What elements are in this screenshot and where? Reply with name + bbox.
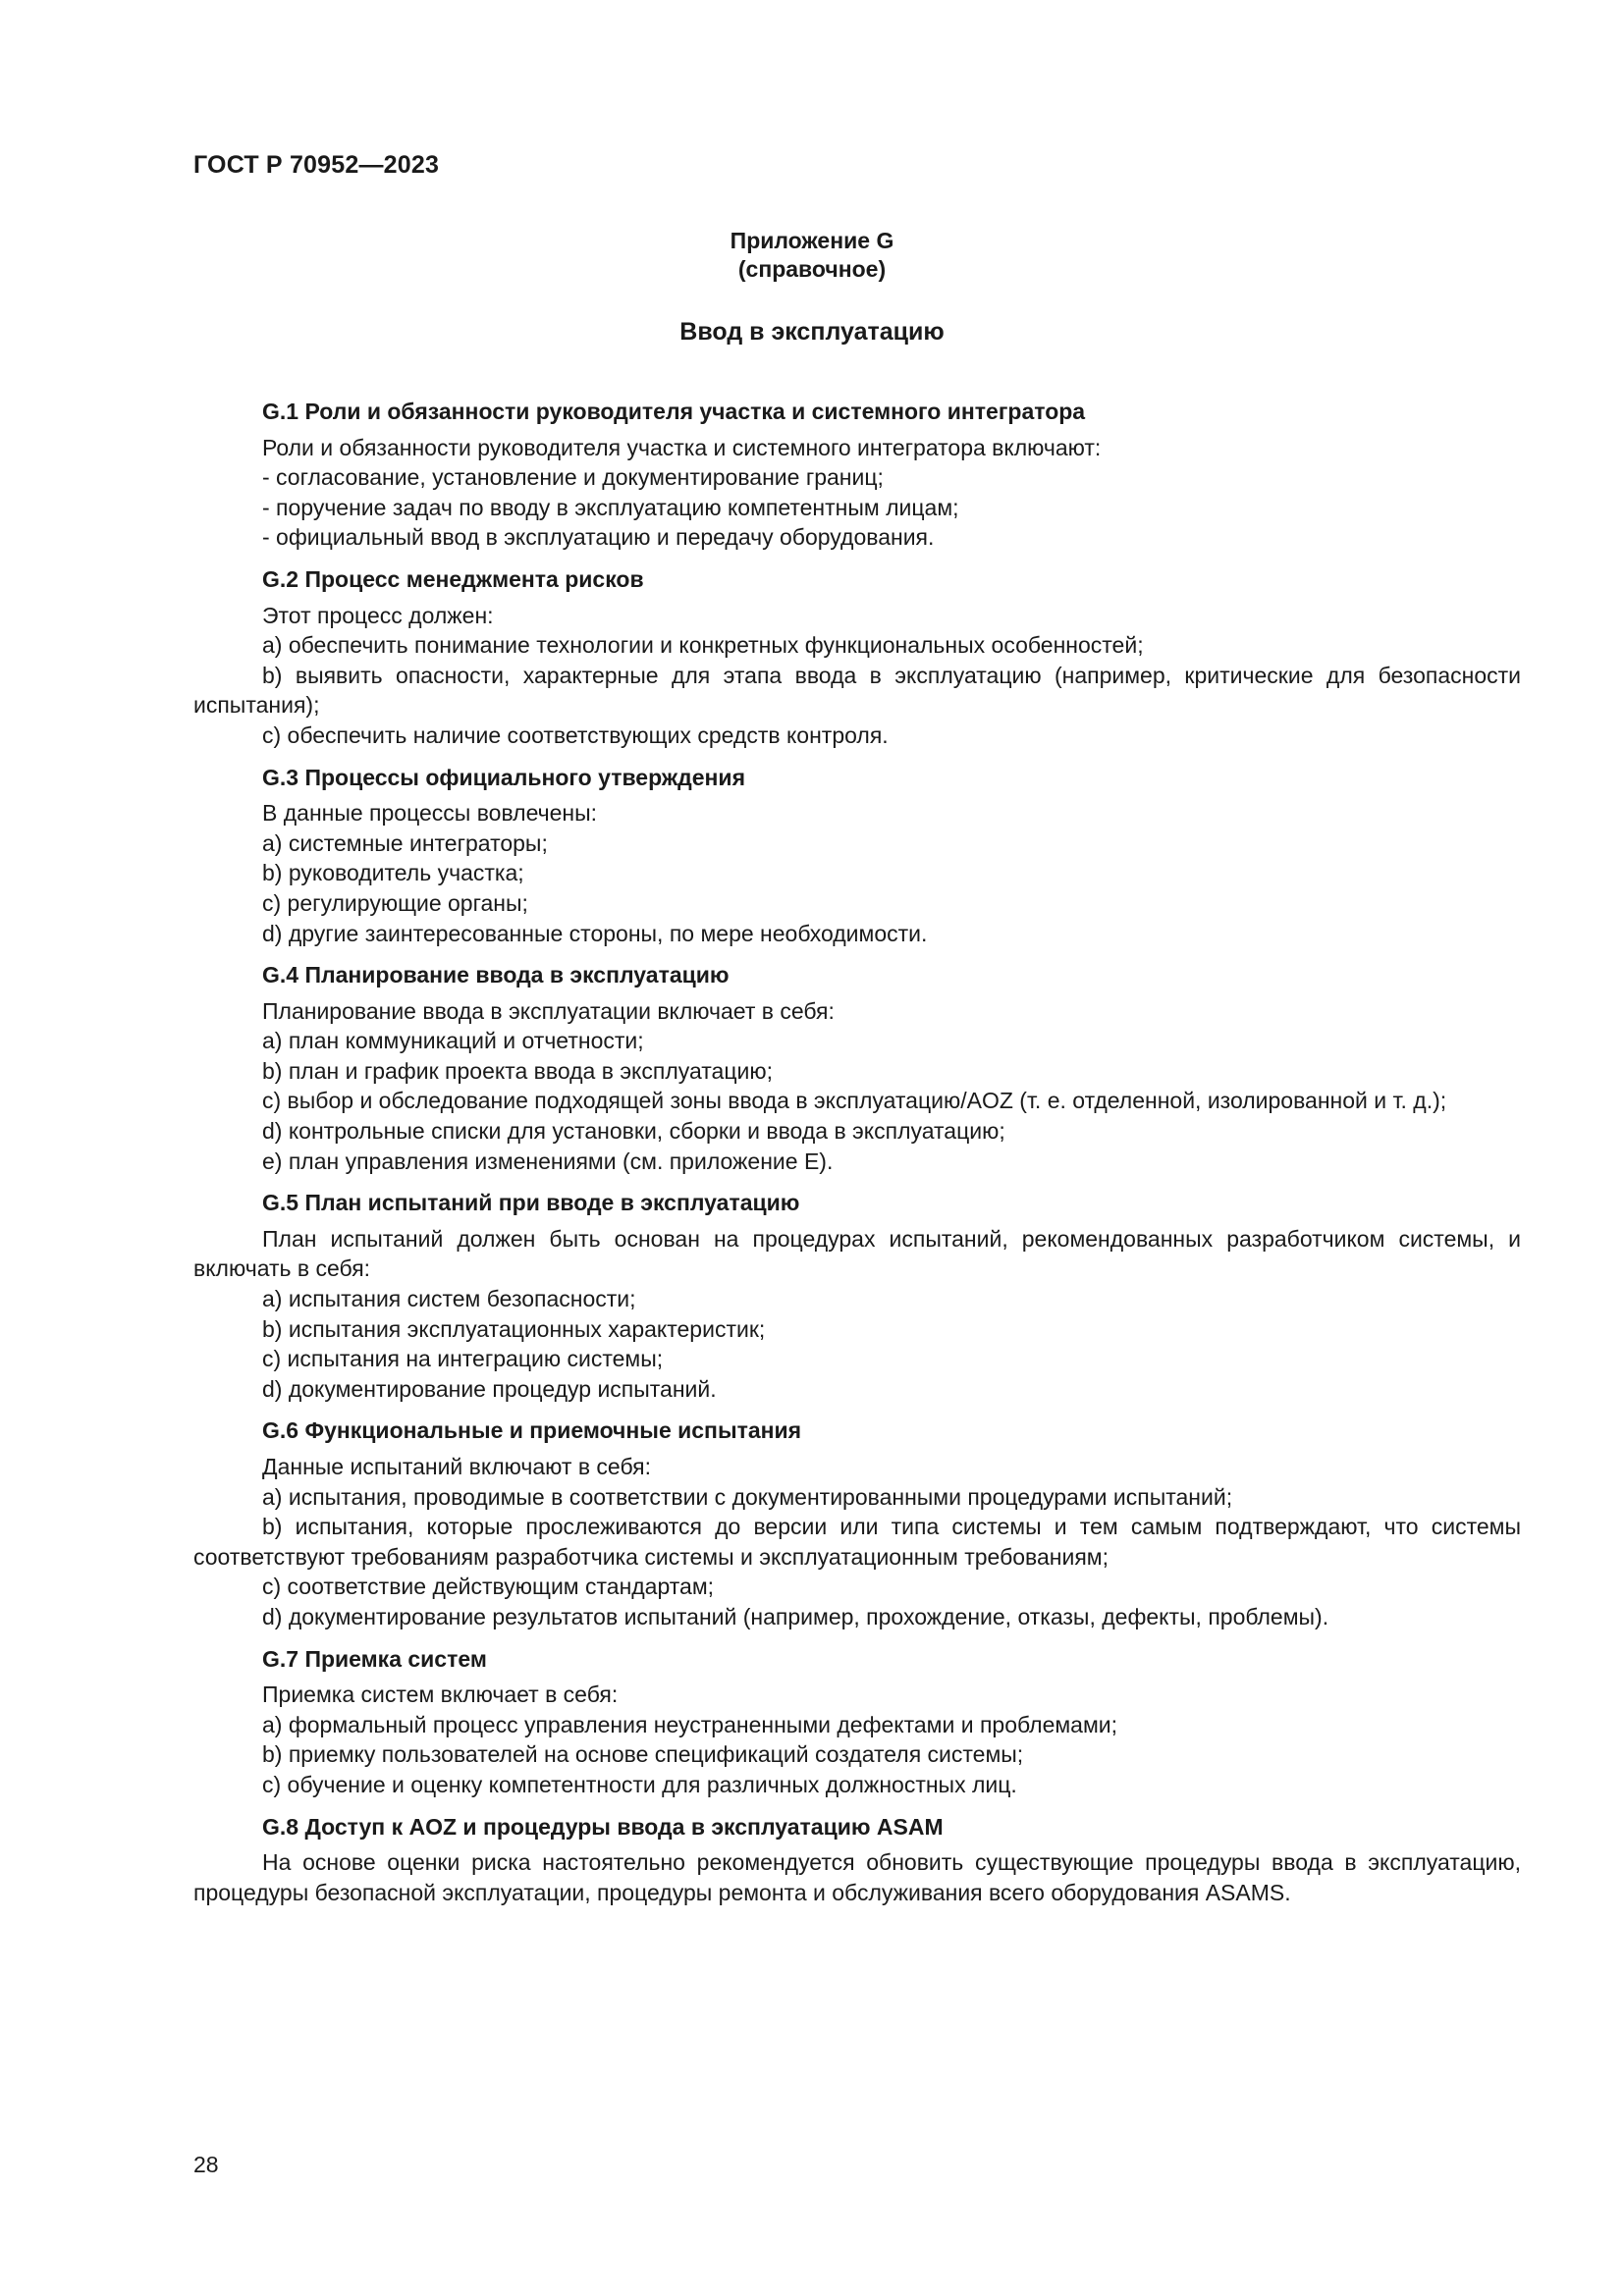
paragraph: Роли и обязанности руководителя участка и системного интегратора включают: <box>262 434 1102 460</box>
paragraph: b) испытания, которые прослеживаются до версии или типа системы и тем самым подтверждают, что системы соответствуют требованиям разработчика системы и эксплуатационным требованиям; <box>193 1514 1521 1570</box>
section-title-g1: G.1 Роли и обязанности руководителя участка и системного интегратора <box>262 399 1086 424</box>
paragraph: - согласование, установление и документирование границ; <box>262 464 884 491</box>
paragraph: e) план управления изменениями (см. приложение Е). <box>262 1148 834 1174</box>
section-title-g4: G.4 Планирование ввода в эксплуатацию <box>262 962 730 988</box>
section-title-g6: G.6 Функциональные и приемочные испытания <box>262 1417 802 1444</box>
paragraph: b) испытания эксплуатационных характеристик; <box>262 1315 766 1342</box>
page-number: 28 <box>193 2152 219 2177</box>
paragraph: d) контрольные списки для установки, сборки и ввода в эксплуатацию; <box>262 1118 1005 1145</box>
paragraph: b) выявить опасности, характерные для этапа ввода в эксплуатацию (например, критические для безопасности испытания); <box>193 662 1521 719</box>
paragraph: - поручение задач по вводу в эксплуатацию компетентным лицам; <box>262 494 959 520</box>
paragraph: Этот процесс должен: <box>262 602 494 628</box>
section-title-g7: G.7 Приемка систем <box>262 1645 487 1672</box>
paragraph: c) испытания на интеграцию системы; <box>262 1346 664 1372</box>
annex-title: Приложение G <box>730 228 894 253</box>
paragraph: b) руководитель участка; <box>262 860 524 886</box>
annex-status: (справочное) <box>737 256 887 282</box>
document-body <box>193 397 1521 1907</box>
section-title-g2: G.2 Процесс менеджмента рисков <box>262 565 644 592</box>
paragraph: b) план и график проекта ввода в эксплуатацию; <box>262 1057 774 1084</box>
paragraph: a) испытания систем безопасности; <box>262 1286 636 1312</box>
paragraph: Приемка систем включает в себя: <box>262 1682 619 1708</box>
paragraph: c) соответствие действующим стандартам; <box>262 1574 715 1600</box>
paragraph: a) план коммуникаций и отчетности; <box>262 1028 644 1054</box>
document-code: ГОСТ Р 70952—2023 <box>193 151 440 179</box>
paragraph: В данные процессы вовлечены: <box>262 800 598 827</box>
paragraph: a) обеспечить понимание технологии и конкретных функциональных особенностей; <box>262 632 1144 659</box>
section-title-g5: G.5 План испытаний при вводе в эксплуатацию <box>262 1190 800 1216</box>
paragraph: b) приемку пользователей на основе спецификаций создателя системы; <box>262 1741 1024 1768</box>
paragraph: - официальный ввод в эксплуатацию и передачу оборудования. <box>262 524 935 551</box>
paragraph: Данные испытаний включают в себя: <box>262 1454 651 1479</box>
paragraph: c) обучение и оценку компетентности для различных должностных лиц. <box>262 1771 1017 1797</box>
section-title-g3: G.3 Процессы официального утверждения <box>262 764 745 790</box>
paragraph: План испытаний должен быть основан на процедурах испытаний, рекомендованных разработчиком системы, и включать в себя: <box>193 1225 1521 1282</box>
section-title-g8: G.8 Доступ к AOZ и процедуры ввода в эксплуатацию ASAM <box>262 1813 944 1840</box>
paragraph: c) регулирующие органы; <box>262 889 528 916</box>
paragraph: На основе оценки риска настоятельно рекомендуется обновить существующие процедуры ввода в эксплуатацию, процедуры безопасной эксплуатации, процедуры ремонта и обслуживания всего оборудования ASAMS. <box>193 1849 1521 1905</box>
paragraph: d) документирование процедур испытаний. <box>262 1375 717 1402</box>
paragraph: c) выбор и обследование подходящей зоны ввода в эксплуатацию/AOZ (т. е. отделенной, изолированной и т. д.); <box>262 1088 1447 1114</box>
paragraph: a) системные интеграторы; <box>262 829 548 856</box>
paragraph: c) обеспечить наличие соответствующих средств контроля. <box>262 721 889 748</box>
paragraph: a) испытания, проводимые в соответствии с документированными процедурами испытаний; <box>262 1483 1233 1510</box>
paragraph: d) документирование результатов испытаний (например, прохождение, отказы, дефекты, проблемы). <box>262 1603 1329 1629</box>
paragraph: a) формальный процесс управления неустраненными дефектами и проблемами; <box>262 1711 1118 1737</box>
annex-heading: Ввод в эксплуатацию <box>679 318 945 346</box>
paragraph: Планирование ввода в эксплуатации включает в себя: <box>262 997 835 1024</box>
paragraph: d) другие заинтересованные стороны, по мере необходимости. <box>262 920 928 946</box>
